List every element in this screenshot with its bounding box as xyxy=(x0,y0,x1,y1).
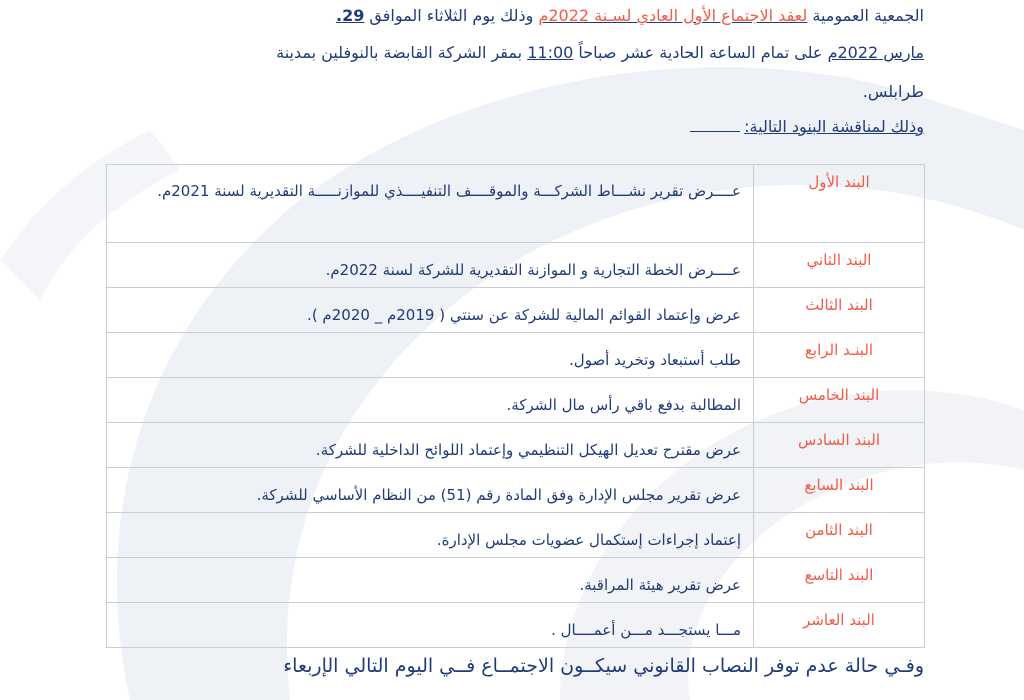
intro-day: وذلك يوم الثلاثاء الموافق xyxy=(369,6,534,25)
table-row xyxy=(107,468,925,513)
item-text: المطالبة بدفع باقي رأس مال الشركة. xyxy=(107,378,754,423)
item-text: عــــرض الخطة التجارية و الموازنة التقديرية للشركة لسنة 2022م. xyxy=(107,243,754,288)
item-label: البند الأول xyxy=(754,165,925,243)
agenda-heading: وذلك لمناقشة البنود التالية: xyxy=(744,117,924,136)
table-row xyxy=(107,165,925,243)
intro-city: طرابلس. xyxy=(862,82,924,101)
item-label: البند الثاني xyxy=(754,243,925,288)
intro-line-1 xyxy=(104,6,924,25)
item-label: البند الثامن xyxy=(754,513,925,558)
heading-dash-line xyxy=(690,121,740,132)
intro-assembly: الجمعية العمومية xyxy=(812,6,924,25)
item-label: البند الخامس xyxy=(754,378,925,423)
table-row xyxy=(107,603,925,648)
item-text: مـــا يستجـــد مـــن أعمــــال . xyxy=(107,603,754,648)
item-text: عــــرض تقرير نشـــاط الشركـــة والموقــــف التنفيــــذي للموازنـــــة التقديرية لسنة 2021م. xyxy=(107,165,754,243)
item-label: البند الثالث xyxy=(754,288,925,333)
intro-time: 11:00 xyxy=(527,43,574,62)
intro-line-2 xyxy=(104,43,924,62)
item-text: عرض مقترح تعديل الهيكل التنظيمي وإعتماد اللوائح الداخلية للشركة. xyxy=(107,423,754,468)
item-text: طلب أستبعاد وتخريد أصول. xyxy=(107,333,754,378)
table-row xyxy=(107,558,925,603)
item-text: عرض وإعتماد القوائم المالية للشركة عن سنتي ( 2019م _ 2020م ). xyxy=(107,288,754,333)
item-label: البند السابع xyxy=(754,468,925,513)
table-row xyxy=(107,333,925,378)
item-text: عرض تقرير هيئة المراقبة. xyxy=(107,558,754,603)
table-row xyxy=(107,378,925,423)
table-row xyxy=(107,513,925,558)
intro-line-4 xyxy=(104,117,924,136)
intro-line-3 xyxy=(104,82,924,101)
footer-paragraph xyxy=(104,655,924,677)
intro-month-year: مارس 2022م xyxy=(827,43,924,62)
item-text: إعتماد إجراءات إستكمال عضويات مجلس الإدارة. xyxy=(107,513,754,558)
intro-location: بمقر الشركة القابضة بالنوفلين بمدينة xyxy=(276,43,523,62)
item-label: البنـد الرابع xyxy=(754,333,925,378)
intro-date-day: 29. xyxy=(335,6,365,25)
intro-meeting-title: لعقد الاجتماع الأول العادي لسـنة 2022م xyxy=(538,6,808,25)
item-label: البند العاشر xyxy=(754,603,925,648)
footer-text: وفـي حالة عدم توفر النصاب القانوني سيكــون الاجتمــاع فــي اليوم التالي الإربعاء xyxy=(283,655,924,677)
agenda-table xyxy=(106,164,925,648)
item-label: البند التاسع xyxy=(754,558,925,603)
table-row xyxy=(107,288,925,333)
intro-time-text: على تمام الساعة الحادية عشر صباحاً xyxy=(578,43,823,62)
item-label: البند السادس xyxy=(754,423,925,468)
item-text: عرض تقرير مجلس الإدارة وفق المادة رقم (51) من النظام الأساسي للشركة. xyxy=(107,468,754,513)
table-row xyxy=(107,243,925,288)
table-row xyxy=(107,423,925,468)
